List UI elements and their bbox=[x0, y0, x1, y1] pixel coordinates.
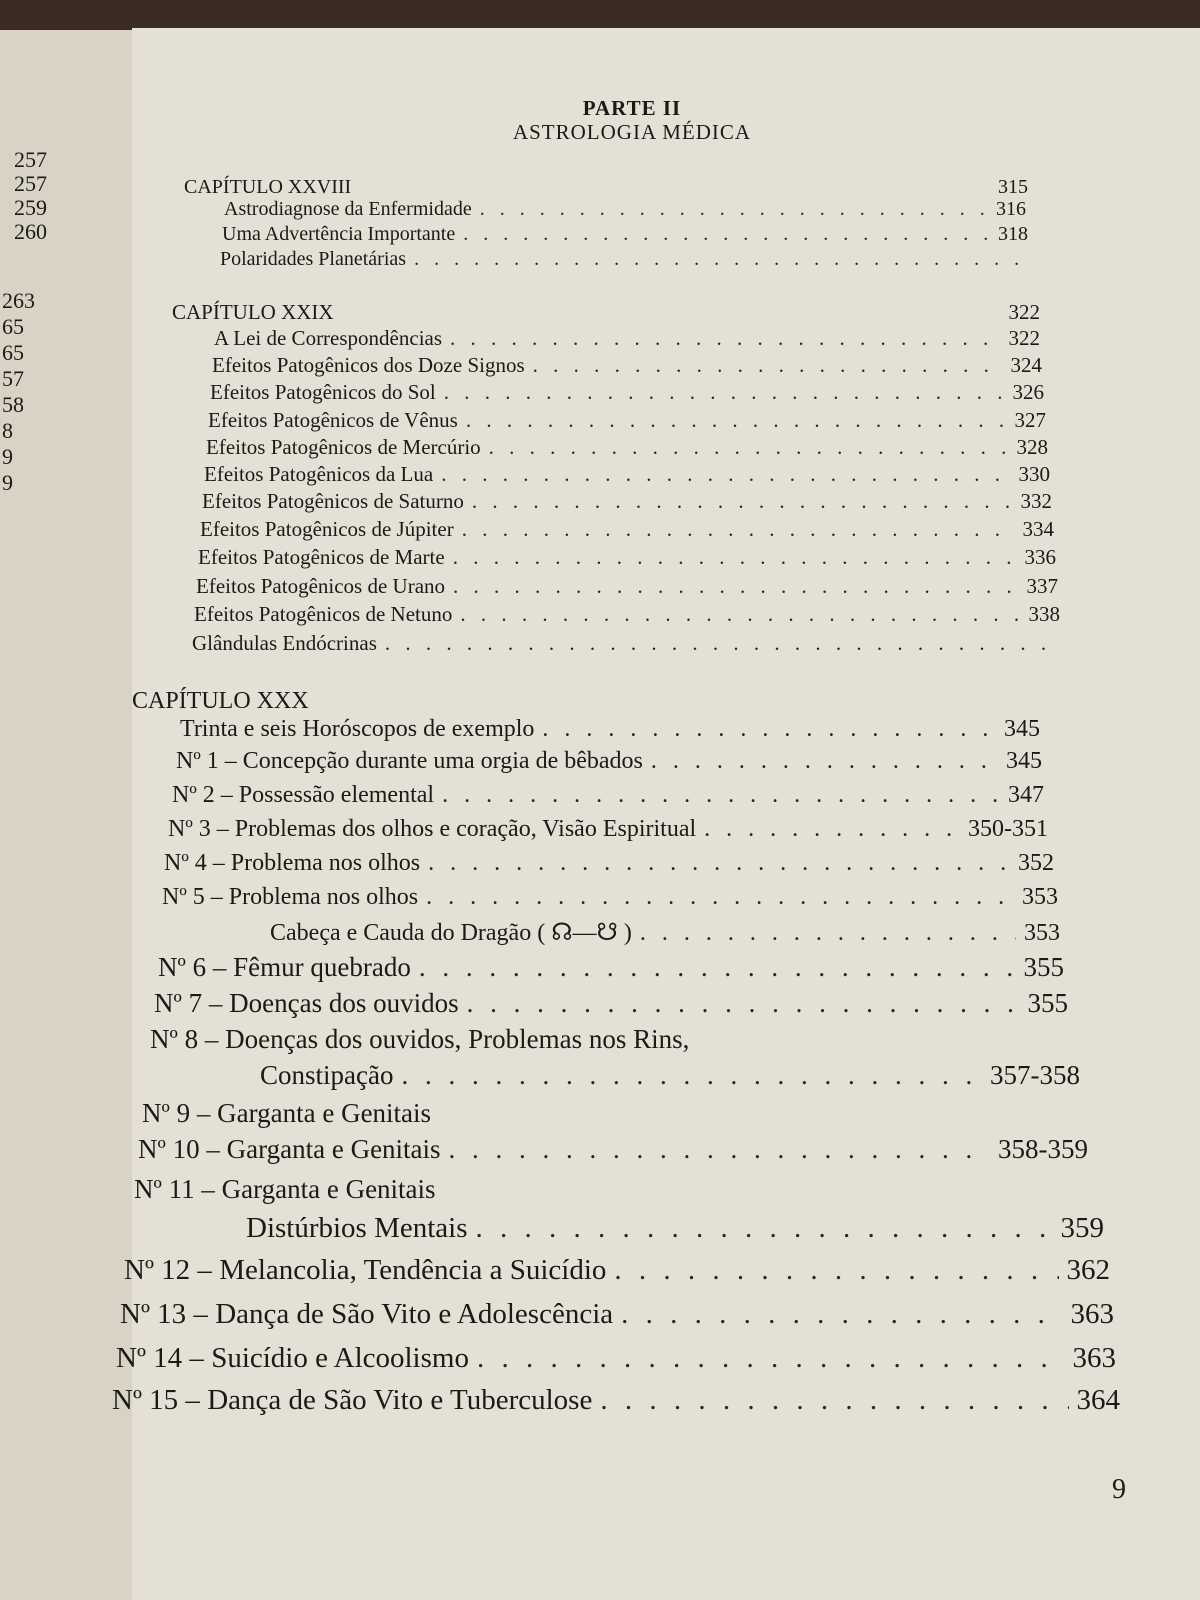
toc-entry: Efeitos Patogênicos de Marte . . . 336 bbox=[198, 545, 1056, 570]
left-page-numbers bbox=[14, 148, 47, 244]
left-number: 257 bbox=[14, 171, 47, 196]
left-number: 257 bbox=[14, 147, 47, 172]
part-heading: PARTE II bbox=[582, 96, 682, 120]
toc-entry: Efeitos Patogênicos de Júpiter . . . 334 bbox=[200, 517, 1054, 542]
chapter-heading-xxx: CAPÍTULO XXX bbox=[132, 688, 309, 714]
toc-entry: Efeitos Patogênicos de Saturno . . . 332 bbox=[202, 489, 1052, 514]
left-number: 58 bbox=[2, 392, 24, 417]
left-number: 8 bbox=[2, 418, 13, 443]
toc-entry: Efeitos Patogênicos do Sol . . . 326 bbox=[210, 380, 1044, 405]
toc-entry: Nº 9 – Garganta e Genitais bbox=[142, 1098, 432, 1128]
toc-entry: Efeitos Patogênicos dos Doze Signos . . . 324 bbox=[212, 353, 1042, 378]
left-number: 263 bbox=[2, 288, 35, 313]
toc-entry: Nº 10 – Garganta e Genitais . . . 358-359 bbox=[138, 1134, 1088, 1165]
toc-entry: Nº 1 – Concepção durante uma orgia de bêbados . . . 345 bbox=[176, 748, 1042, 775]
toc-entry: Nº 15 – Dança de São Vito e Tuberculose . . . 364 bbox=[112, 1384, 1120, 1417]
toc-entry: Nº 2 – Possessão elemental . . . 347 bbox=[172, 782, 1044, 809]
toc-entry: Distúrbios Mentais . . . 359 bbox=[246, 1212, 1104, 1245]
toc-entry: Efeitos Patogênicos de Vênus . . . 327 bbox=[208, 408, 1046, 433]
toc-entry: Trinta e seis Horóscopos de exemplo . . . 345 bbox=[180, 716, 1040, 743]
left-number: 65 bbox=[2, 314, 24, 339]
toc-entry: Nº 4 – Problema nos olhos . . . 352 bbox=[164, 850, 1054, 877]
toc-entry: Nº 5 – Problema nos olhos . . . 353 bbox=[162, 884, 1058, 911]
toc-entry: Cabeça e Cauda do Dragão ( ☊—☋ ) . . . 353 bbox=[270, 918, 1060, 947]
toc-entry: A Lei de Correspondências . . . 322 bbox=[214, 326, 1040, 351]
toc-entry: Efeitos Patogênicos da Lua . . . 330 bbox=[204, 462, 1050, 487]
toc-entry: Nº 7 – Doenças dos ouvidos . . . 355 bbox=[154, 988, 1068, 1019]
chapter-heading-xxviii: CAPÍTULO XXVIII 315 bbox=[184, 176, 1028, 198]
toc-entry: Efeitos Patogênicos de Netuno . . . 338 bbox=[194, 602, 1060, 627]
toc-entry: Efeitos Patogênicos de Urano . . . 337 bbox=[196, 574, 1058, 599]
toc-entry: Nº 12 – Melancolia, Tendência a Suicídio . . . 362 bbox=[124, 1254, 1110, 1287]
toc-entry: Nº 6 – Fêmur quebrado . . . 355 bbox=[158, 952, 1064, 983]
toc-entry: Astrodiagnose da Enfermidade . . . 316 bbox=[224, 198, 1026, 221]
left-number: 259 bbox=[14, 195, 47, 220]
chapter-heading-xxix: CAPÍTULO XXIX 322 bbox=[172, 300, 1040, 324]
page-number: 9 bbox=[1112, 1474, 1126, 1505]
left-number: 9 bbox=[2, 470, 13, 495]
toc-entry: Efeitos Patogênicos de Mercúrio . . . 328 bbox=[206, 435, 1048, 460]
left-number: 9 bbox=[2, 444, 13, 469]
left-number: 260 bbox=[14, 219, 47, 244]
left-number: 57 bbox=[2, 366, 24, 391]
left-number: 65 bbox=[2, 340, 24, 365]
toc-entry: Nº 8 – Doenças dos ouvidos, Problemas nos Rins, bbox=[150, 1024, 690, 1054]
toc-entry: Glândulas Endócrinas . . . bbox=[192, 631, 1060, 656]
toc-entry: Constipação . . . 357-358 bbox=[260, 1060, 1080, 1091]
toc-entry: Nº 14 – Suicídio e Alcoolismo . . . 363 bbox=[116, 1342, 1116, 1375]
toc-page bbox=[112, 28, 1200, 1600]
part-title: ASTROLOGIA MÉDICA bbox=[512, 120, 752, 144]
toc-entry: Nº 13 – Dança de São Vito e Adolescência . . . 363 bbox=[120, 1298, 1114, 1331]
toc-entry: Nº 3 – Problemas dos olhos e coração, Visão Espiritual . . . 350-351 bbox=[168, 816, 1048, 843]
left-page-numbers-lower bbox=[2, 288, 35, 496]
toc-entry: Nº 11 – Garganta e Genitais bbox=[134, 1174, 436, 1204]
toc-entry: Polaridades Planetárias . . . bbox=[220, 248, 1026, 271]
toc-entry: Uma Advertência Importante . . . 318 bbox=[222, 223, 1028, 246]
